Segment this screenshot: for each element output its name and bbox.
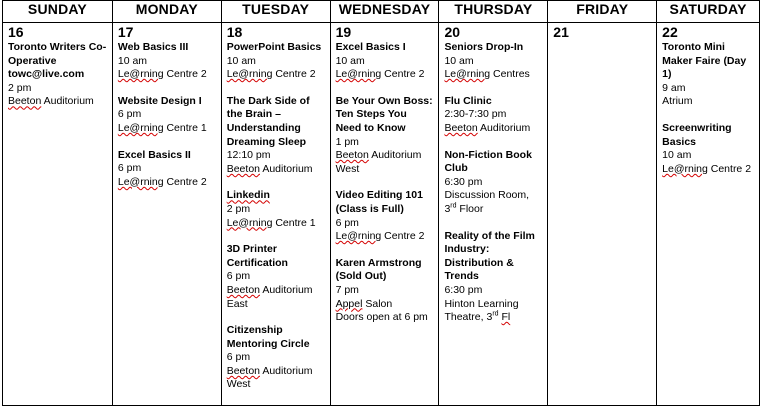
- event-time: 2:30-7:30 pm: [444, 108, 507, 121]
- event-title: Non-Fiction Book Club: [444, 148, 532, 175]
- event-item: [227, 243, 326, 311]
- event-item: [444, 41, 543, 82]
- event-item: [336, 41, 435, 82]
- event-time: 1 pm: [335, 135, 359, 148]
- event-item: [336, 189, 435, 243]
- event-item: [227, 189, 326, 230]
- event-time: 7 pm: [335, 283, 359, 296]
- event-location: Beeton Auditorium West: [335, 149, 422, 175]
- event-title: Flu Clinic: [444, 94, 492, 107]
- event-title: The Dark Side of the Brain – Understanding Dreaming Sleep: [226, 94, 310, 148]
- event-location: Le@rning Centre 2: [335, 68, 425, 81]
- event-title: Toronto Mini Maker Faire (Day 1): [662, 41, 747, 81]
- event-item: [444, 149, 543, 217]
- event-title: Toronto Writers Co-Operative towc@live.com: [8, 41, 107, 81]
- event-item: [662, 122, 755, 176]
- date-number: 17: [117, 24, 134, 40]
- weekday-header-monday: MONDAY: [112, 1, 221, 23]
- event-title: PowerPoint Basics: [226, 41, 322, 53]
- event-item: [444, 230, 543, 325]
- weekday-header-sunday: SUNDAY: [3, 1, 113, 23]
- day-cell-friday: [548, 23, 657, 406]
- event-title: Seniors Drop-In: [444, 41, 524, 53]
- event-item: [336, 257, 435, 325]
- weekday-header-thursday: THURSDAY: [439, 1, 548, 23]
- day-cell-wednesday: [330, 23, 439, 406]
- event-title: Website Design I: [117, 94, 202, 107]
- event-item: [662, 41, 755, 109]
- event-location: Beeton Auditorium East: [226, 283, 313, 310]
- event-time: 6 pm: [226, 270, 251, 283]
- event-time: 2 pm: [8, 81, 32, 94]
- event-location: Le@rning Centre 1: [226, 216, 316, 229]
- event-time: 6 pm: [335, 216, 359, 229]
- event-time: 6 pm: [117, 108, 142, 121]
- event-time: 6:30 pm: [444, 283, 483, 296]
- event-item: [8, 41, 108, 109]
- event-location: Beeton Auditorium: [8, 95, 94, 108]
- calendar-week-table: [2, 0, 760, 406]
- event-location: Le@rning Centre 2: [662, 162, 752, 175]
- event-title: Linkedin: [226, 189, 270, 202]
- event-time: 6:30 pm: [444, 175, 483, 188]
- event-location: Le@rning Centre 2: [226, 68, 316, 81]
- event-time: 9 am: [662, 81, 686, 94]
- event-time: 2 pm: [226, 202, 251, 215]
- event-location: Le@rning Centre 2: [117, 68, 207, 81]
- date-number: 20: [444, 24, 461, 40]
- event-item: [227, 95, 326, 177]
- weekday-header-tuesday: TUESDAY: [221, 1, 330, 23]
- event-title: Excel Basics II: [117, 148, 191, 161]
- day-cell-saturday: [657, 23, 760, 406]
- date-number: 16: [8, 24, 24, 40]
- event-location: Atrium: [662, 95, 693, 108]
- event-item: [118, 41, 217, 82]
- date-number: 21: [553, 24, 569, 40]
- event-item: [118, 149, 217, 190]
- event-location: Appel Salon: [335, 297, 393, 310]
- event-title: Screenwriting Basics: [662, 121, 732, 148]
- day-cell-sunday: [3, 23, 113, 406]
- date-number: 18: [226, 24, 243, 40]
- weekday-header-row: [3, 1, 760, 23]
- event-time: 10 am: [335, 54, 365, 67]
- event-title: 3D Printer Certification: [226, 243, 288, 269]
- event-title: Be Your Own Boss: Ten Steps You Need to Know: [335, 94, 433, 134]
- event-time: 6 pm: [117, 162, 142, 175]
- event-location: Le@rning Centres: [444, 68, 530, 81]
- event-title: Karen Armstrong (Sold Out): [335, 256, 422, 283]
- date-number: 19: [335, 24, 352, 40]
- weekday-header-saturday: SATURDAY: [657, 1, 760, 23]
- event-title: Excel Basics I: [335, 41, 406, 53]
- event-location: Le@rning Centre 2: [335, 230, 425, 243]
- day-cell-thursday: [439, 23, 548, 406]
- event-title: Video Editing 101 (Class is Full): [335, 189, 423, 215]
- event-time: 10 am: [226, 54, 256, 67]
- event-item: [227, 324, 326, 392]
- event-location: Beeton Auditorium: [226, 162, 313, 175]
- date-number: 22: [662, 24, 678, 40]
- day-cell-tuesday: [221, 23, 330, 406]
- event-location: Discussion Room, 3rd Floor: [444, 189, 530, 215]
- day-cell-monday: [112, 23, 221, 406]
- event-title: Citizenship Mentoring Circle: [226, 324, 310, 350]
- event-time: 6 pm: [226, 351, 251, 364]
- weekday-header-friday: FRIDAY: [548, 1, 657, 23]
- event-item: [444, 95, 543, 136]
- event-location: Le@rning Centre 1: [117, 121, 207, 134]
- event-time: 12:10 pm: [226, 149, 271, 162]
- weekday-header-wednesday: WEDNESDAY: [330, 1, 439, 23]
- event-time: 10 am: [117, 54, 148, 67]
- event-location: Le@rning Centre 2: [117, 175, 207, 188]
- event-time: 10 am: [444, 54, 474, 67]
- event-item: [118, 95, 217, 136]
- event-title: Web Basics III: [117, 41, 189, 53]
- event-item: [336, 95, 435, 177]
- event-location: Beeton Auditorium: [444, 121, 531, 134]
- week-row: [3, 23, 760, 406]
- event-location: Beeton Auditorium West: [226, 364, 313, 391]
- event-time: 10 am: [662, 149, 692, 162]
- event-location: Hinton Learning Theatre, 3rd Fl: [444, 297, 519, 324]
- event-item: [227, 41, 326, 82]
- event-title: Reality of the Film Industry: Distribution & Trends: [444, 229, 535, 283]
- event-note: Doors open at 6 pm: [335, 311, 428, 324]
